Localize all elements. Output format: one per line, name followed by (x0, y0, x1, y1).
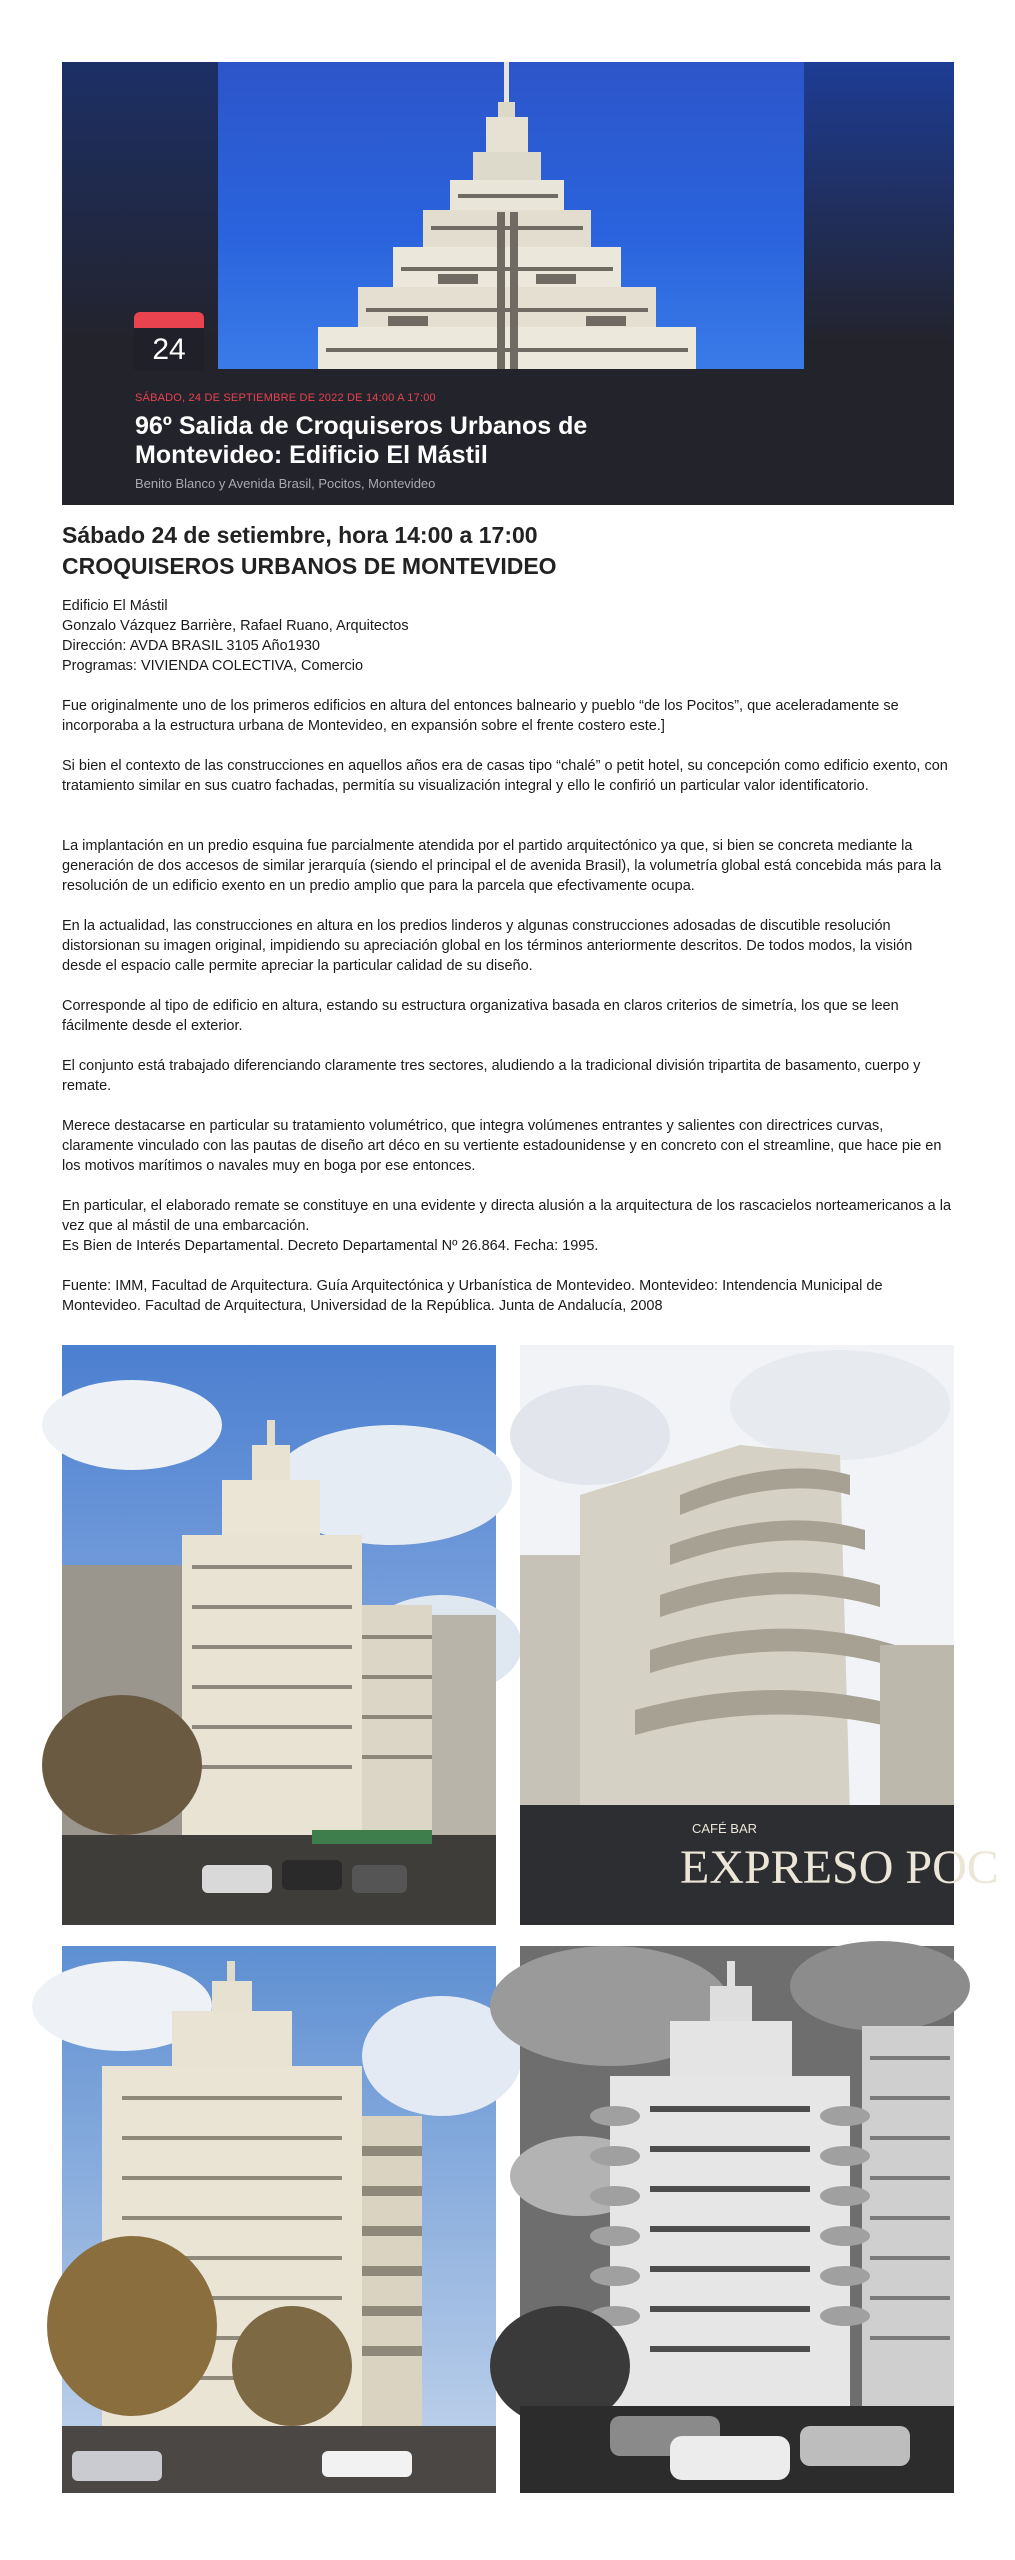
event-location: Benito Blanco y Avenida Brasil, Pocitos, Montevideo (135, 476, 436, 491)
paragraph-context: Si bien el contexto de las construcciones en aquellos años era de casas tipo “chalé” o petit hotel, su concepción como edificio exento, con tratamiento similar en sus cuatro fachadas, permitía su visualización integral y ello le confirió un particular valor identificatorio. (62, 758, 948, 794)
paragraph-source: Fuente: IMM, Facultad de Arquitectura. Guía Arquitectónica y Urbanística de Montevideo. Montevideo: Intendencia Municipal de Montevideo. Facultad de Arquitectura, Universidad de la República. Junta de Andalucía, 2008 (62, 1278, 883, 1314)
building-name: Edificio El Mástil (62, 598, 168, 614)
banner-shade-right (799, 62, 954, 392)
paragraph-heritage: Es Bien de Interés Departamental. Decreto Departamental Nº 26.864. Fecha: 1995. (62, 1238, 599, 1254)
photo-building-black-white (520, 1946, 954, 2493)
photo-building-street-view (62, 1345, 496, 1925)
paragraph-sectors: El conjunto está trabajado diferenciando claramente tres sectores, aludiendo a la tradicional división tripartita de basamento, cuerpo y remate. (62, 1058, 921, 1094)
paragraph-symmetry: Corresponde al tipo de edificio en altura, estando su estructura organizativa basada en claros criterios de simetría, los que se leen fácilmente desde el exterior. (62, 998, 899, 1034)
address: Dirección: AVDA BRASIL 3105 Año1930 (62, 638, 320, 654)
event-title: 96º Salida de Croquiseros Urbanos de Montevideo: Edificio El Mástil (135, 412, 588, 469)
architects: Gonzalo Vázquez Barrière, Rafael Ruano, Arquitectos (62, 618, 409, 634)
banner-building-image (218, 62, 804, 369)
programs: Programas: VIVIENDA COLECTIVA, Comercio (62, 658, 364, 674)
date-time-heading: Sábado 24 de setiembre, hora 14:00 a 17:00 (62, 522, 538, 548)
cafe-sign-large: EXPRESO POC (680, 1841, 999, 1894)
event-date-line: SÁBADO, 24 DE SEPTIEMBRE DE 2022 DE 14:00 A 17:00 (135, 392, 436, 404)
cafe-sign-small: CAFÉ BAR (692, 1821, 758, 1836)
event-banner (62, 62, 954, 505)
date-badge-top (134, 312, 204, 328)
group-heading: CROQUISEROS URBANOS DE MONTEVIDEO (62, 553, 557, 579)
paragraph-implantation: La implantación en un predio esquina fue parcialmente atendida por el partido arquitectónico ya que, si bien se concreta mediante la generación de dos accesos de similar jerarquía (siendo el principal el de avenida Brasil), la volumetría global está concebida más para la resolución de un edificio exento en un predio amplio que para la parcela que efectivamente ocupa. (62, 838, 942, 894)
paragraph-volumetry: Merece destacarse en particular su tratamiento volumétrico, que integra volúmenes entrantes y salientes con directrices curvas, claramente vinculado con las pautas de diseño art déco en su vertiente estadounidense y en concreto con el streamline, que hace pie en los motivos marítimos o navales muy en boga por ese entonces. (62, 1118, 942, 1174)
date-badge-day: 24 (134, 328, 204, 370)
paragraph-current: En la actualidad, las construcciones en altura en los predios linderos y algunas construcciones adosadas de discutible resolución distorsionan su imagen original, impidiendo su apreciación global en los términos anteriormente descritos. De todos modos, la visión desde el espacio calle permite apreciar la particular calidad de su diseño. (62, 918, 913, 974)
date-badge (134, 312, 204, 370)
paragraph-crown: En particular, el elaborado remate se constituye en una evidente y directa alusión a la arquitectura de los rascacielos norteamericanos a la vez que al mástil de una embarcación. (62, 1198, 952, 1234)
building-info (62, 596, 954, 676)
photo-curved-balconies-cafe (520, 1345, 999, 1925)
photo-building-trees (62, 1946, 496, 2493)
paragraph-origin: Fue originalmente uno de los primeros edificios en altura del entonces balneario y pueblo “de los Pocitos”, que aceleradamente se incorporaba a la estructura urbana de Montevideo, en expansión sobre el frente costero este.] (62, 698, 899, 734)
